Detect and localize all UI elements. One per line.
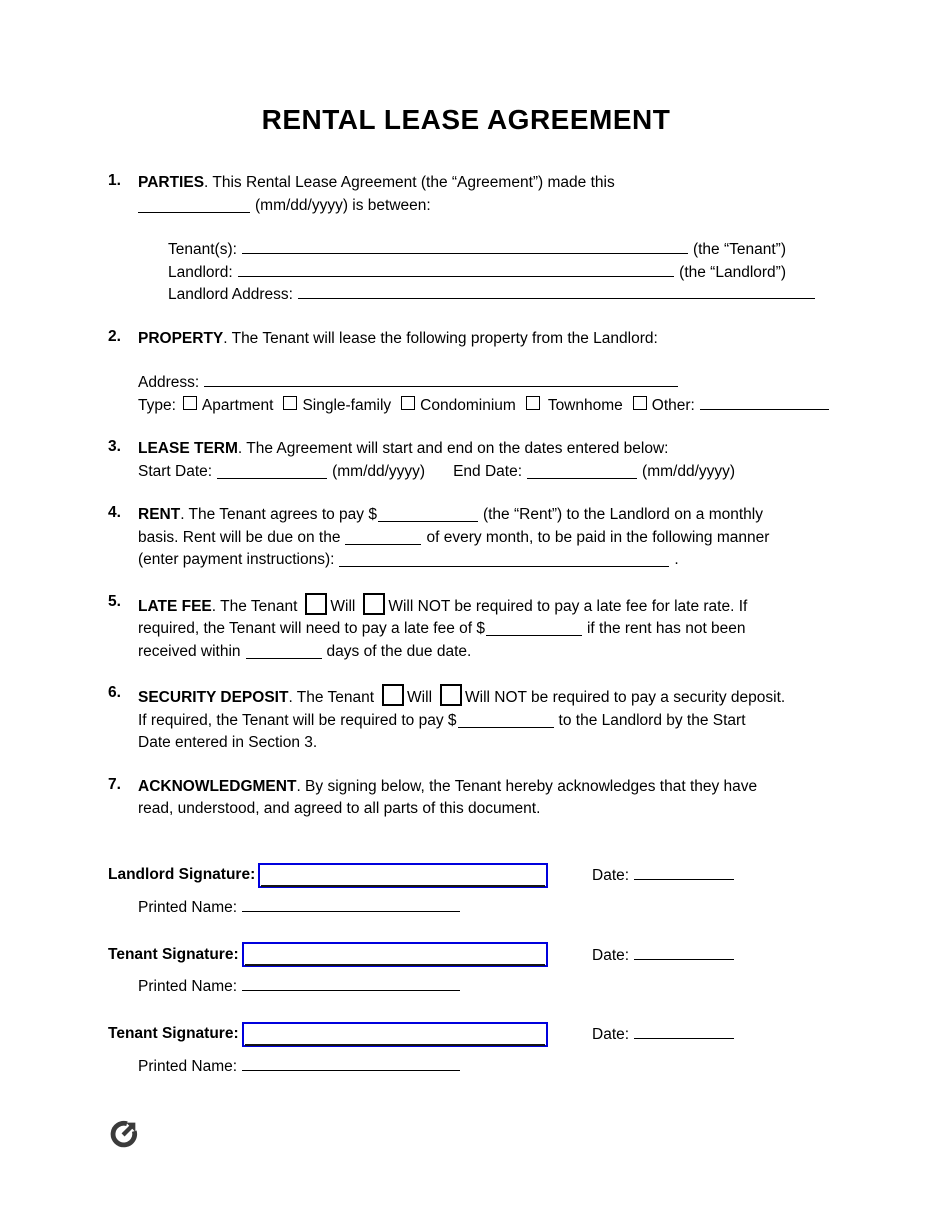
tenant-signature-block-1 (108, 942, 834, 999)
signature-area (108, 863, 834, 1079)
late-fee-amount-blank (486, 621, 582, 636)
section-label: LATE FEE (138, 597, 212, 615)
printed-name-row (138, 897, 834, 920)
section-label: PARTIES (138, 174, 205, 191)
section-text: . The Agreement will start and end on the dates entered below: (237, 440, 669, 457)
rent-line-3 (138, 549, 834, 572)
date-label: Date: (592, 946, 630, 964)
date-label: Date: (592, 867, 630, 884)
checkbox-deposit-will-not[interactable] (440, 684, 462, 706)
grace-days-blank (246, 644, 322, 659)
lease-term-line-1 (138, 438, 834, 461)
section-text: Will NOT be required to pay a late fee for late rate. If (388, 597, 748, 615)
start-date-format: (mm/dd/yyyy) (332, 462, 426, 480)
section-rent (108, 504, 834, 572)
rent-amount-blank (378, 507, 478, 522)
section-text: days of the due date. (326, 642, 472, 660)
lease-term-dates-row (138, 461, 834, 484)
end-date-label: End Date: (453, 462, 523, 480)
landlord-name-row (168, 262, 786, 285)
start-date-blank (217, 464, 327, 479)
end-date-blank (527, 464, 637, 479)
tenant-label: Tenant(s): (168, 241, 237, 258)
rent-line-2 (138, 527, 834, 550)
section-number: 1. (108, 172, 121, 189)
section-label: RENT (138, 506, 181, 523)
tenant-name-row (168, 239, 786, 262)
checkbox-condominium[interactable] (401, 396, 415, 410)
printed-name-row (138, 1056, 834, 1079)
signature-row (108, 863, 834, 888)
section-text: (mm/dd/yyyy) is between: (255, 196, 431, 214)
date-blank (634, 865, 734, 880)
date-blank (634, 1024, 734, 1039)
signature-row (108, 1022, 834, 1047)
due-day-blank (345, 530, 421, 545)
end-date-format: (mm/dd/yyyy) (642, 462, 736, 480)
printed-name-label: Printed Name: (138, 898, 238, 916)
section-text: . By signing below, the Tenant hereby acknowledges that they have (296, 777, 758, 795)
circular-arrow-icon (108, 1118, 140, 1150)
page-title: RENTAL LEASE AGREEMENT (261, 104, 671, 135)
section-text: basis. Rent will be due on the (138, 528, 341, 546)
printed-name-blank (242, 1056, 460, 1071)
section-label: LEASE TERM (138, 440, 238, 457)
payment-instructions-blank (339, 552, 669, 567)
tenant-name-blank (242, 239, 688, 254)
section-number: 6. (108, 684, 121, 701)
landlord-address-row (168, 284, 820, 307)
option-apartment-label: Apartment (201, 396, 274, 414)
section-label: PROPERTY (138, 329, 224, 347)
property-address-row (138, 372, 683, 395)
section-late-fee (108, 593, 834, 664)
option-condominium-label: Condominium (420, 396, 516, 414)
property-address-label: Address: (138, 374, 200, 391)
tenant-signature-block-2 (108, 1022, 834, 1079)
section-number: 2. (108, 327, 121, 345)
section-text: (the “Rent”) to the Landlord on a monthly (482, 506, 763, 523)
tenant-signature-field-1[interactable] (242, 942, 548, 967)
section-text: of every month, to be paid in the following manner (426, 528, 770, 546)
landlord-paren: (the “Landlord”) (679, 263, 786, 281)
other-type-blank (700, 395, 829, 410)
section-property (108, 328, 834, 418)
late-fee-line-3 (138, 641, 834, 664)
deposit-amount-blank (458, 713, 554, 728)
section-acknowledgment (108, 776, 834, 821)
section-text: Date entered in Section 3. (138, 734, 318, 751)
checkbox-apartment[interactable] (183, 396, 197, 410)
parties-line-2 (138, 195, 834, 218)
landlord-signature-label: Landlord Signature: (108, 866, 256, 883)
acknowledgment-line-1 (138, 776, 834, 799)
security-deposit-line-2 (138, 710, 834, 733)
property-line-1 (138, 328, 834, 351)
printed-name-label: Printed Name: (138, 978, 238, 995)
tenant-paren: (the “Tenant”) (692, 241, 786, 258)
option-townhome-label: Townhome (547, 396, 623, 414)
section-label: ACKNOWLEDGMENT (138, 777, 297, 795)
section-number: 4. (108, 504, 121, 521)
section-text: . The Tenant agrees to pay $ (180, 506, 377, 523)
section-text: if the rent has not been (586, 620, 746, 637)
property-type-row (138, 395, 834, 418)
section-parties (108, 172, 834, 307)
agreement-date-blank (138, 198, 250, 213)
printed-name-row (138, 976, 834, 999)
security-deposit-line-3 (138, 732, 834, 755)
checkbox-late-fee-will[interactable] (305, 593, 327, 615)
will-label: Will (330, 597, 356, 615)
section-lease-term (108, 438, 834, 483)
landlord-address-label: Landlord Address: (168, 286, 293, 303)
checkbox-deposit-will[interactable] (382, 684, 404, 706)
section-text: . This Rental Lease Agreement (the “Agreement”) made this (204, 174, 615, 191)
section-text: . The Tenant will lease the following property from the Landlord: (223, 329, 658, 347)
tenant-signature-label: Tenant Signature: (108, 945, 239, 963)
late-fee-line-1 (138, 593, 834, 619)
landlord-address-blank (298, 284, 815, 299)
section-number: 7. (108, 775, 121, 793)
property-type-label: Type: (138, 396, 176, 414)
date-blank (634, 945, 734, 960)
option-other-label: Other: (651, 396, 695, 414)
property-address-blank (204, 372, 678, 387)
tenant-signature-field-2[interactable] (242, 1022, 548, 1047)
printed-name-label: Printed Name: (138, 1057, 238, 1075)
checkbox-other[interactable] (633, 396, 647, 410)
section-text: . The Tenant (211, 597, 298, 615)
section-text: read, understood, and agreed to all parts of this document. (138, 800, 541, 817)
parties-line-1 (138, 172, 834, 195)
section-text: If required, the Tenant will be required to pay $ (138, 711, 457, 729)
checkbox-townhome[interactable] (526, 396, 540, 410)
printed-name-blank (242, 897, 460, 912)
parties-fields (168, 239, 834, 307)
landlord-name-blank (238, 262, 675, 277)
section-text: . The Tenant (288, 689, 375, 706)
late-fee-line-2 (138, 618, 834, 641)
section-text: Will NOT be required to pay a security deposit. (465, 689, 786, 706)
landlord-label: Landlord: (168, 263, 233, 281)
section-text: received within (138, 642, 241, 660)
section-number: 5. (108, 592, 121, 610)
section-text: to the Landlord by the Start (558, 711, 746, 729)
section-text: required, the Tenant will need to pay a late fee of $ (138, 620, 485, 637)
acknowledgment-line-2 (138, 798, 834, 821)
option-single-family-label: Single-family (302, 396, 392, 414)
start-date-label: Start Date: (138, 462, 213, 480)
section-text: (enter payment instructions): (138, 551, 335, 568)
printed-name-blank (242, 976, 460, 991)
section-label: SECURITY DEPOSIT (138, 689, 289, 706)
section-text: . (674, 551, 679, 568)
section-number: 3. (108, 438, 121, 455)
checkbox-single-family[interactable] (283, 396, 297, 410)
footer-logo (108, 1118, 834, 1150)
landlord-signature-field[interactable] (258, 863, 548, 888)
section-security-deposit (108, 684, 834, 755)
tenant-signature-label: Tenant Signature: (108, 1025, 239, 1042)
security-deposit-line-1 (138, 684, 834, 710)
checkbox-late-fee-will-not[interactable] (363, 593, 385, 615)
landlord-signature-block (108, 863, 834, 920)
signature-row (108, 942, 834, 967)
date-label: Date: (592, 1026, 630, 1043)
will-label: Will (407, 689, 433, 706)
rent-line-1 (138, 504, 834, 527)
